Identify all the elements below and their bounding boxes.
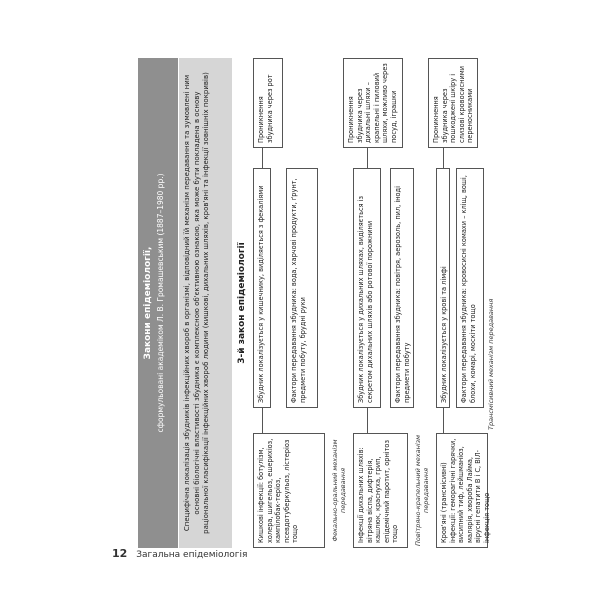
caption-blood: Трансмісивний механізм передавання <box>487 298 495 430</box>
connector-line <box>262 148 263 168</box>
factors-box-respiratory: Фактори передавання збудника: повітря, аерозоль, пил, іноді предмети побуту <box>390 168 414 408</box>
connector-line <box>367 148 368 168</box>
header-bar <box>138 58 178 548</box>
caption-respiratory: Повітряно-крапельний механізм передавання <box>414 434 430 547</box>
page-number: 12 <box>112 547 128 560</box>
running-title: Загальна епідеміологія <box>136 550 248 560</box>
diseases-box-blood: Кров'яні (трансмісивні) інфекції: геморагічні гарячки, висипний тиф, лейшманіоз, малярія, хвороба Лайма, вірусні гепатити B і C, ВІЛ-інфекція тощо <box>436 433 488 548</box>
connector-line <box>443 148 444 168</box>
localization-box-respiratory: Збудник локалізується у дихальних шляхах, виділяється із секретом дихальних шляхів або ротової порожнини <box>353 168 381 408</box>
penetration-box-blood: Проникнення збудника через пошкоджені шкіру і слизові кровосисними переносниками <box>428 58 478 148</box>
diseases-box-respiratory: Інфекції дихальних шляхів: вітряна віспа, дифтерія, кашлюк, краснуха, грип, епідемічний паротит, орнітоз тощо <box>353 433 408 548</box>
diseases-box-intestinal: Кишкові інфекції: ботулізм, холера, шигельоз, ешерихіоз, кампілобак-теріоз, псевдотуберкульоз, лістеріоз тощо <box>253 433 325 548</box>
connector-line <box>367 408 368 433</box>
localization-box-blood: Збудник локалізується у крові та лімфі <box>436 168 450 408</box>
header-title: Закони епідеміології, <box>143 246 153 360</box>
connector-line <box>262 408 263 433</box>
penetration-box-respiratory: Проникнення збудника через дихальні шляхи – крапельні і пиловий шляхи, можливо через посуд, іграшки <box>343 58 403 148</box>
caption-intestinal: Фекально-оральний механізм передавання <box>331 439 347 542</box>
factors-box-blood: Фактори передавання збудника: кровосисні комахи – кліщ, воші, блохи, комарі, москіти тощо <box>456 168 484 408</box>
penetration-box-intestinal: Проникнення збудника через рот <box>253 58 283 148</box>
law-title: 3-й закон епідеміології <box>237 242 247 364</box>
intro-text: Специфічна локалізація збудників інфекційних хвороб в організмі, відповідний їй механізм передавання та зумовлені ним основні біологічні властивості збудника є комплексною об'єктивною ознакою, яка може бути покладена в основу раціональної класифікації інфекційних хвороб людини (кишкові, дихальних шляхів, кров'яні та інфекції зовнішніх покривів) <box>179 58 232 548</box>
header-subtitle: сформульовані академіком Л. В. Громашевським (1887–1980 рр.) <box>156 173 165 433</box>
connector-line <box>443 408 444 433</box>
factors-box-intestinal: Фактори передавання збудника: вода, харчові продукти, ґрунт, предмети побуту, брудні руки <box>286 168 318 408</box>
localization-box-intestinal: Збудник локалізується у кишечнику, виділяється з фекаліями <box>253 168 271 408</box>
page-footer <box>112 547 247 560</box>
